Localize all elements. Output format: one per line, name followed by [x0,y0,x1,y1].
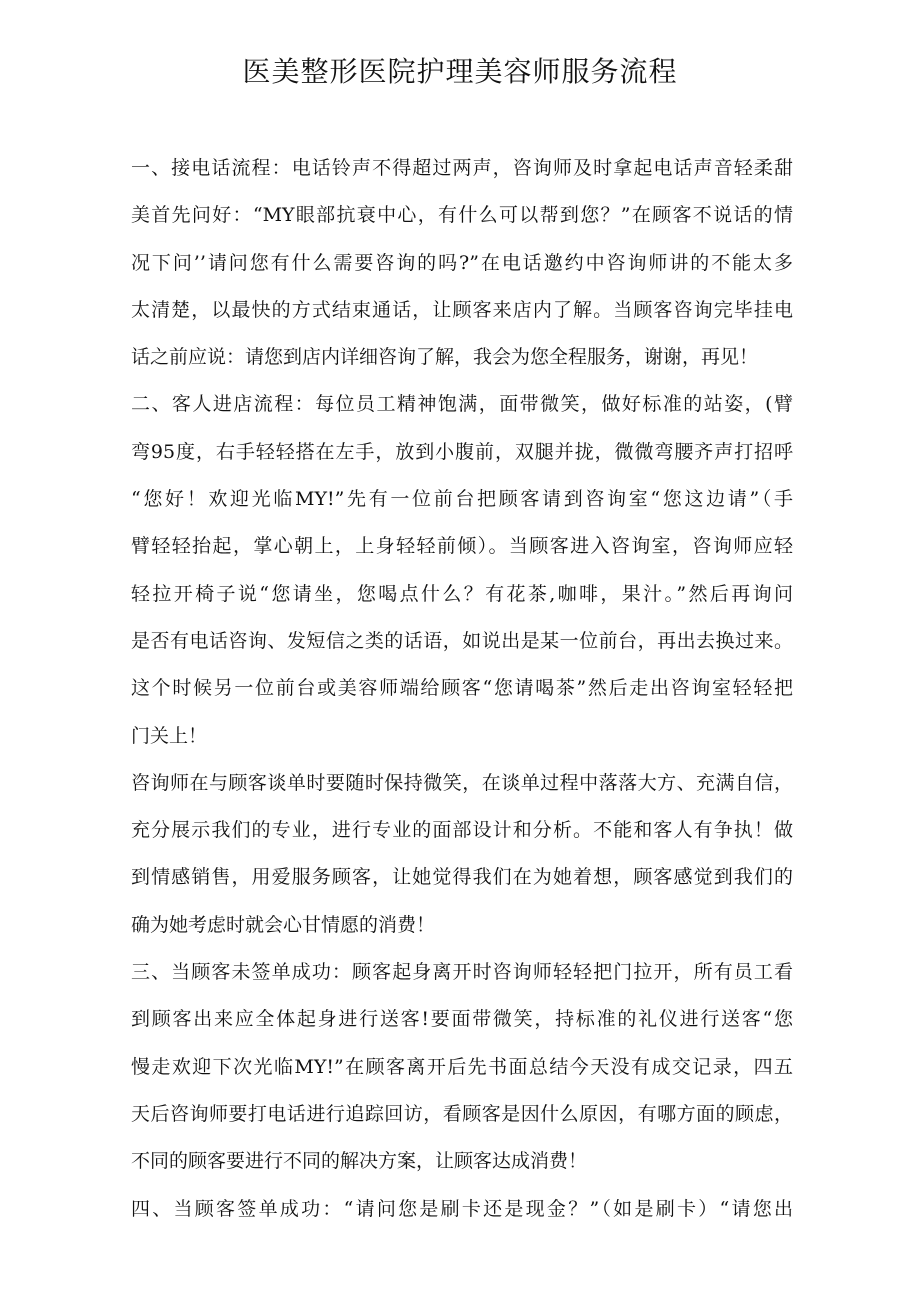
text-line: 到情感销售，用爱服务顾客，让她觉得我们在为她着想，顾客感觉到我们的 [131,866,793,889]
text-line: 这个时候另一位前台或美容师端给顾客“您请喝茶”然后走出咨询室轻轻把 [131,677,793,700]
text-line: 话之前应说：请您到店内详细咨询了解，我会为您全程服务，谢谢，再见！ [131,346,759,369]
text-line: “您好！欢迎光临MY!”先有一位前台把顾客请到咨询室“您这边请”（手 [131,488,793,511]
text-line: 况下问’’请问您有什么需要咨询的吗?”在电话邀约中咨询师讲的不能太多 [131,251,793,274]
document-body [131,145,793,1233]
text-line: 慢走欢迎下次光临MY!”在顾客离开后先书面总结今天没有成交记录，四五 [131,1055,793,1078]
text-line: 太清楚，以最快的方式结束通话，让顾客来店内了解。当顾客咨询完毕挂电 [131,298,793,321]
text-line: 充分展示我们的专业，进行专业的面部设计和分析。不能和客人有争执！做 [131,819,793,842]
text-line: 是否有电话咨询、发短信之类的话语，如说出是某一位前台，再出去换过来。 [131,629,793,652]
text-line: 弯95度，右手轻轻搭在左手，放到小腹前，双腿并拢，微微弯腰齐声打招呼 [131,440,793,463]
text-line: 轻拉开椅子说“您请坐，您喝点什么？有花茶,咖啡，果汁。”然后再询问 [131,582,793,605]
text-line: 一、接电话流程：电话铃声不得超过两声，咨询师及时拿起电话声音轻柔甜 [131,157,793,179]
text-line: 臂轻轻抬起，掌心朝上，上身轻轻前倾）。当顾客进入咨询室，咨询师应轻 [131,535,793,558]
text-line: 门关上！ [131,724,208,747]
text-line: 二、客人进店流程：每位员工精神饱满，面带微笑，做好标准的站姿，(臂 [131,393,793,416]
text-line: 咨询师在与顾客谈单时要随时保持微笑，在谈单过程中落落大方、充满自信， [131,771,793,794]
text-line: 不同的顾客要进行不同的解决方案，让顾客达成消费！ [131,1150,588,1173]
text-line: 三、当顾客未签单成功：顾客起身离开时咨询师轻轻把门拉开，所有员工看 [131,961,793,984]
text-line: 到顾客出来应全体起身进行送客!要面带微笑，持标准的礼仪进行送客“您 [131,1008,793,1031]
text-line: 天后咨询师要打电话进行追踪回访，看顾客是因什么原因，有哪方面的顾虑， [131,1102,793,1125]
text-line: 美首先问好：“MY眼部抗衰中心，有什么可以帮到您？”在顾客不说话的情 [131,204,793,227]
text-line: 确为她考虑时就会心甘情愿的消费！ [131,913,436,936]
document-title: 医美整形医院护理美容师服务流程 [242,55,678,88]
text-line: 四、当顾客签单成功：“请问您是刷卡还是现金？”（如是刷卡）“请您出 [131,1197,793,1220]
